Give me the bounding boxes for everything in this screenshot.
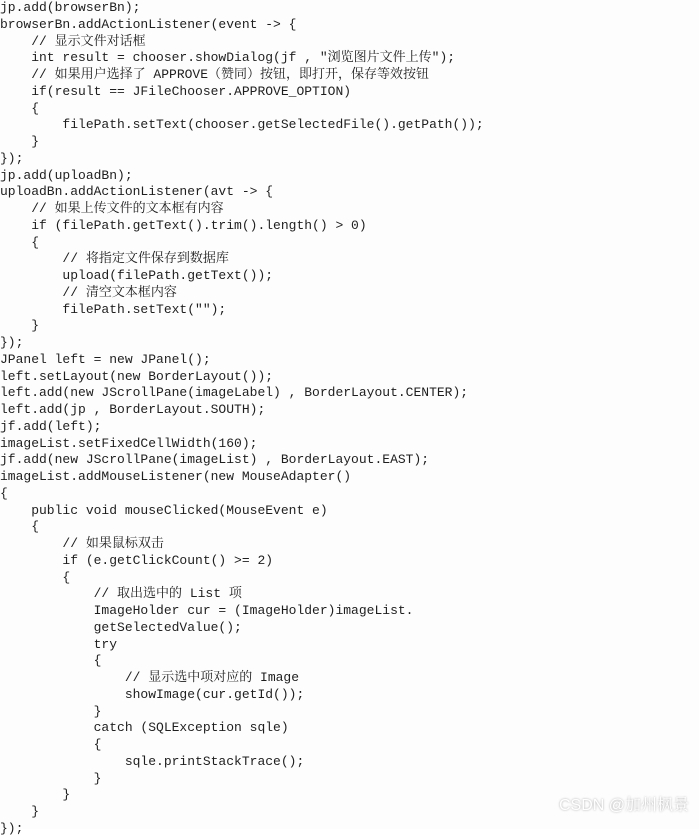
- code-line: if (filePath.getText().trim().length() > 0): [0, 217, 367, 233]
- code-line: }: [0, 804, 40, 819]
- code-line: });: [0, 150, 24, 166]
- code-line: int result = chooser.showDialog(jf , "浏览图片文件上传");: [0, 50, 456, 66]
- code-line: });: [0, 820, 24, 836]
- code-line: {: [0, 234, 40, 250]
- code-line: uploadBn.addActionListener(avt -> {: [0, 184, 274, 200]
- code-line: // 如果鼠标双击: [0, 536, 164, 551]
- code-line: if(result == JFileChooser.APPROVE_OPTION): [0, 83, 352, 99]
- code-line: left.setLayout(new BorderLayout());: [0, 368, 274, 384]
- code-line: {: [0, 485, 8, 501]
- code-line: {: [0, 519, 40, 535]
- code-line: sqle.printStackTrace();: [0, 753, 305, 769]
- code-line: {: [0, 569, 71, 585]
- code-line: jp.add(browserBn);: [0, 0, 141, 15]
- code-line: imageList.setFixedCellWidth(160);: [0, 435, 258, 451]
- code-line: ImageHolder cur = (ImageHolder)imageList.: [0, 603, 414, 618]
- code-line: browserBn.addActionListener(event -> {: [0, 16, 297, 32]
- code-line: try: [0, 636, 118, 652]
- code-line: JPanel left = new JPanel();: [0, 351, 211, 367]
- code-line: }: [0, 318, 40, 334]
- code-line: showImage(cur.getId());: [0, 686, 305, 702]
- code-line: {: [0, 737, 102, 752]
- code-line: imageList.addMouseListener(new MouseAdapter(): [0, 469, 352, 484]
- code-line: getSelectedValue();: [0, 619, 242, 635]
- code-line: }: [0, 787, 71, 803]
- code-line: if (e.getClickCount() >= 2): [0, 552, 274, 568]
- code-line: // 显示文件对话框: [0, 33, 146, 49]
- code-line: filePath.setText("");: [0, 301, 227, 317]
- code-line: // 显示选中项对应的 Image: [0, 670, 300, 685]
- code-line: {: [0, 100, 40, 116]
- code-line: left.add(new JScrollPane(imageLabel) , BorderLayout.CENTER);: [0, 385, 469, 401]
- code-line: jf.add(left);: [0, 418, 102, 434]
- code-line: upload(filePath.getText());: [0, 268, 274, 283]
- code-line: public void mouseClicked(MouseEvent e): [0, 502, 328, 518]
- code-line: }: [0, 703, 102, 719]
- code-line: catch (SQLException sqle): [0, 720, 289, 736]
- watermark: CSDN @加州枫景: [558, 797, 689, 814]
- code-line: jf.add(new JScrollPane(imageList) , BorderLayout.EAST);: [0, 452, 430, 468]
- code-line: {: [0, 653, 102, 669]
- code-line: }: [0, 134, 40, 149]
- code-line: }: [0, 770, 102, 786]
- code-line: jp.add(uploadBn);: [0, 167, 133, 183]
- code-line: filePath.setText(chooser.getSelectedFile().getPath());: [0, 117, 484, 133]
- code-line: // 如果用户选择了 APPROVE（赞同）按钮，即打开，保存等效按钮: [0, 67, 430, 82]
- code-line: // 取出选中的 List 项: [0, 586, 242, 602]
- code-line: // 清空文本框内容: [0, 284, 177, 300]
- code-line: });: [0, 335, 24, 350]
- code-line: left.add(jp , BorderLayout.SOUTH);: [0, 402, 266, 417]
- code-line: // 将指定文件保存到数据库: [0, 251, 229, 267]
- code-line: // 如果上传文件的文本框有内容: [0, 201, 224, 216]
